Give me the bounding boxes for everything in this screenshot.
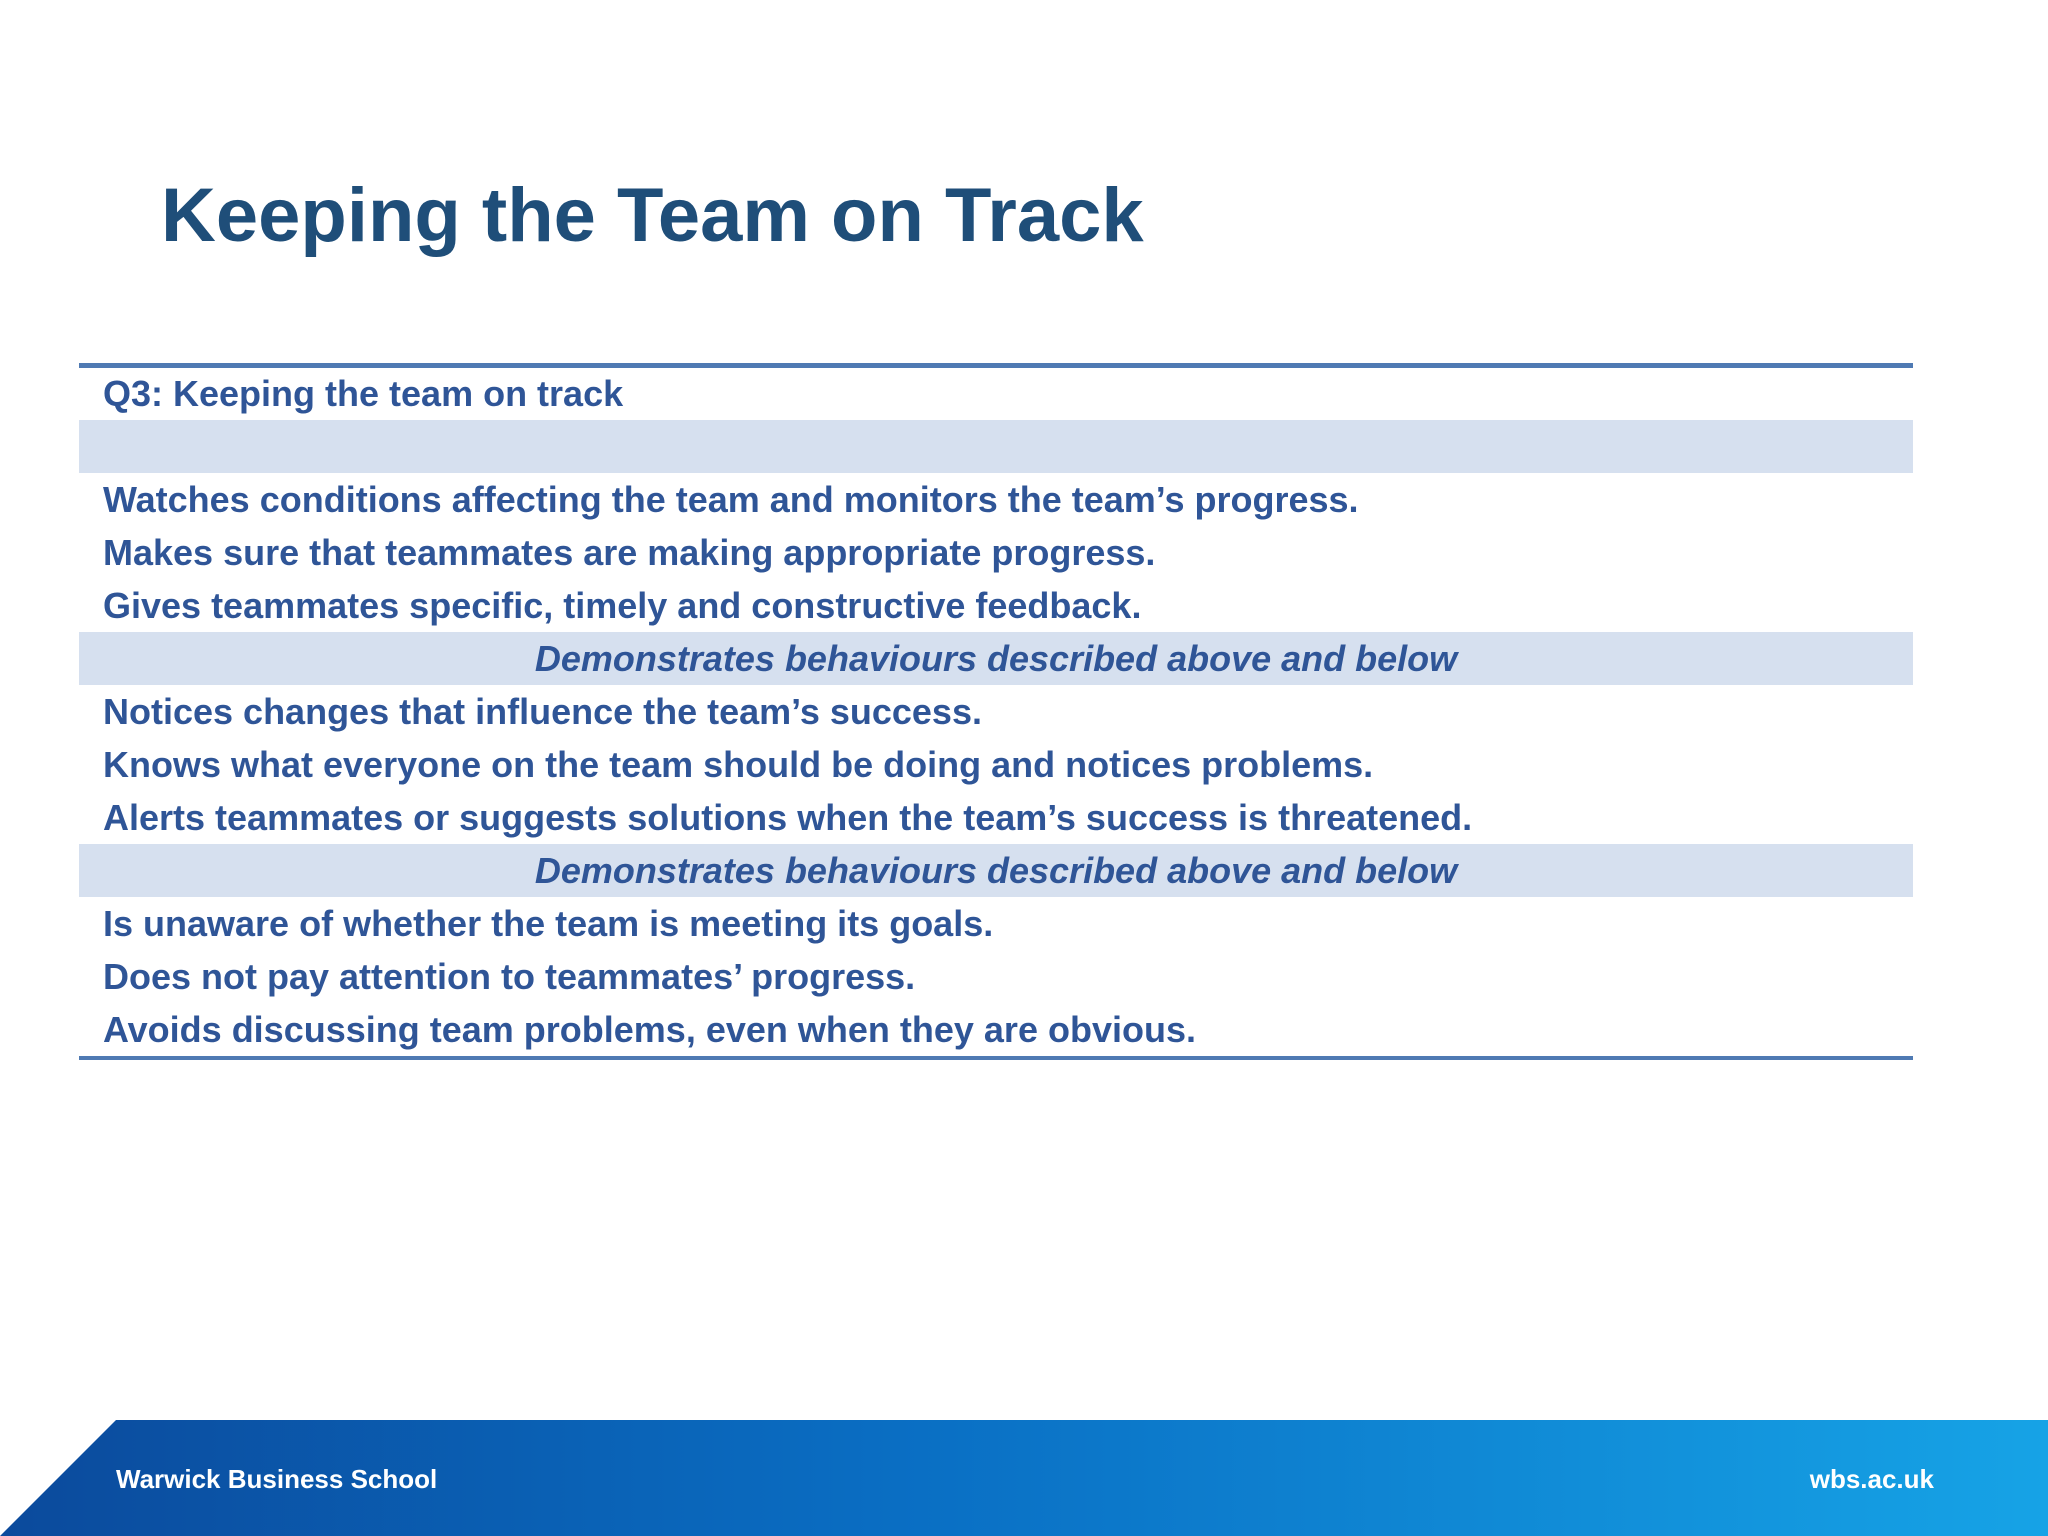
blank-band-row: [79, 420, 1913, 473]
table-row: Does not pay attention to teammates’ progress.: [103, 955, 916, 997]
divider-row: Demonstrates behaviours described above and below: [79, 844, 1913, 897]
footer-website-link[interactable]: wbs.ac.uk: [1809, 1464, 1934, 1494]
slide-title: Keeping the Team on Track: [161, 173, 1144, 258]
footer-organization: Warwick Business School: [116, 1464, 438, 1494]
table-row: Avoids discussing team problems, even when they are obvious.: [103, 1008, 1196, 1050]
table-row: Alerts teammates or suggests solutions when the team’s success is threatened.: [103, 796, 1473, 838]
table-row: Notices changes that influence the team’s success.: [103, 690, 982, 732]
table-row: Watches conditions affecting the team and monitors the team’s progress.: [103, 478, 1359, 520]
table-header: Q3: Keeping the team on track: [103, 373, 624, 414]
table-row: Makes sure that teammates are making appropriate progress.: [103, 531, 1156, 573]
divider-row: Demonstrates behaviours described above and below: [79, 632, 1913, 685]
table-row: Knows what everyone on the team should be doing and notices problems.: [103, 743, 1374, 785]
table-row: Gives teammates specific, timely and constructive feedback.: [103, 584, 1142, 626]
table-row: Is unaware of whether the team is meeting its goals.: [103, 902, 994, 944]
rubric-table: [79, 363, 1913, 1060]
footer-bar: [0, 1420, 2048, 1536]
